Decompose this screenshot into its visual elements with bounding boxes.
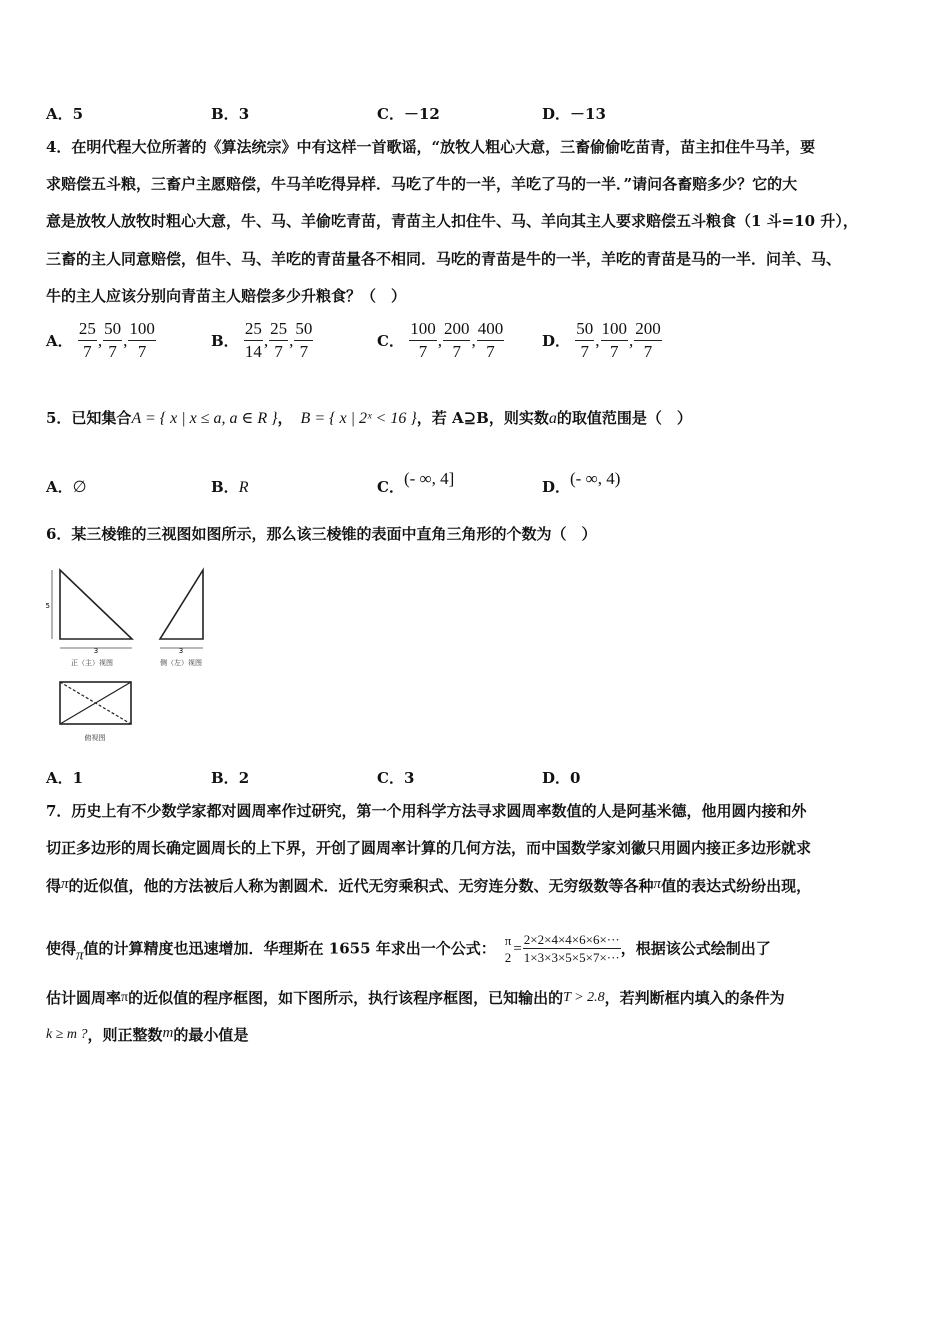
q6-stem: 6．某三棱锥的三视图如图所示，那么该三棱锥的表面中直角三角形的个数为（ ）	[46, 525, 597, 543]
top-view	[60, 682, 131, 742]
front-view-caption: 正（主）视图	[71, 659, 113, 667]
side-view	[160, 570, 203, 667]
q6-option-b: B．2	[211, 769, 250, 787]
wallis-formula: $\frac{2\times 2\times 4\times 4\times 6\times 6\times\cdot\cdot\cdot}{1\times 3\times 3\times 5\times 5\times 7\times\cdot\cdot\cdot}$	[523, 932, 620, 965]
q4-line-1: 4．在明代程大位所著的《算法统宗》中有这样一首歌谣，“放牧人粗心大意，三畜偷偷吃苗青，苗主扣住牛马羊，要	[46, 138, 816, 156]
q5-set-a: A = { x | x ≤ a, a ∈ R }	[131, 410, 278, 427]
q3-option-d: D．－13	[542, 105, 606, 123]
q4-line-2: 求赔偿五斗粮，三畜户主愿赔偿，牛马羊吃得异样．马吃了牛的一半，羊吃了马的一半．”请问各畜赔多少？它的大	[46, 175, 798, 193]
q6-option-d: D．0	[542, 769, 581, 787]
side-view-triangle	[160, 570, 203, 639]
front-view-triangle	[60, 570, 132, 639]
q5-option-d: D．(- ∞, 4)	[542, 469, 621, 496]
front-view	[46, 570, 132, 667]
q7-line-6: k ≥ m ?，则正整数m的最小值是	[46, 1025, 249, 1044]
top-view-caption: 俯视图	[84, 734, 106, 742]
q5-option-c: C．(- ∞, 4]	[377, 469, 455, 496]
q5-option-a: A．∅	[46, 478, 87, 496]
q3-option-c: C．－12	[377, 105, 440, 123]
q7-line-1: 7．历史上有不少数学家都对圆周率作过研究，第一个用科学方法寻求圆周率数值的人是阿基米德，他用圆内接和外	[46, 802, 807, 820]
three-view-figure	[42, 562, 222, 747]
side-width-label: 3	[178, 647, 184, 655]
q3-option-a: A．5	[46, 105, 84, 123]
q4-line-5: 牛的主人应该分别向青苗主人赔偿多少升粮食？（ ）	[46, 287, 407, 305]
q3-option-b: B．3	[211, 105, 250, 123]
q4-line-4: 三畜的主人同意赔偿，但牛、马、羊吃的青苗量各不相同．马吃的青苗是牛的一半，羊吃的青苗是马的一半．问羊、马、	[46, 250, 842, 268]
q6-option-a: A．1	[46, 769, 84, 787]
q4-option-b: B． $\frac{25}{14}$ , $\frac{25}{7}$ , $\frac{50}{7}$	[211, 319, 313, 361]
q5-set-b: B = { x | 2ˣ < 16 }	[300, 410, 417, 427]
q5-stem: 5．已知集合A = { x | x ≤ a, a ∈ R }， B = { x | 2ˣ < 16 }，若 A⊇B，则实数a的取值范围是（ ）	[46, 409, 692, 427]
front-height-label: 5	[45, 602, 50, 610]
q7-line-3: 得π的近似值，他的方法被后人称为割圆术．近代无穷乘积式、无穷连分数、无穷级数等各种π值的表达式纷纷出现，	[46, 876, 812, 895]
side-view-caption: 侧（左）视图	[160, 659, 202, 667]
q4-option-a: A． $\frac{25}{7}$ , $\frac{50}{7}$ , $\frac{100}{7}$	[46, 319, 155, 361]
q5-option-b: B．R	[211, 478, 249, 496]
q7-line-5: 估计圆周率π的近似值的程序框图，如下图所示，执行该程序框图，已知输出的T > 2.8，若判断框内填入的条件为	[46, 989, 785, 1007]
q7-line-4: 使得π值的计算精度也迅速增加．华理斯在 1655 年求出一个公式： π 2 = $\frac{2\times 2\times 4\times 4\times 6\times 6\times\cdot\cdot\cdot}{1\times 3\times 3\times 5\times 5\times 7\times\cdot\cdot\cdot}$ ，根据该公式绘制出了	[46, 932, 771, 965]
q4-option-c: C． $\frac{100}{7}$ , $\frac{200}{7}$ , $\frac{400}{7}$	[377, 319, 504, 361]
front-width-label: 3	[93, 647, 99, 655]
q6-option-c: C．3	[377, 769, 415, 787]
q4-option-d: D． $\frac{50}{7}$ , $\frac{100}{7}$ , $\frac{200}{7}$	[542, 319, 661, 361]
q4-line-3: 意是放牧人放牧时粗心大意，牛、马、羊偷吃青苗，青苗主人扣住牛、马、羊向其主人要求赔偿五斗粮食（1 斗=10 升），	[46, 212, 858, 230]
wallis-lhs: π 2	[504, 932, 512, 965]
q7-line-2: 切正多边形的周长确定圆周长的上下界，开创了圆周率计算的几何方法，而中国数学家刘徽只用圆内接正多边形就求	[46, 839, 812, 857]
